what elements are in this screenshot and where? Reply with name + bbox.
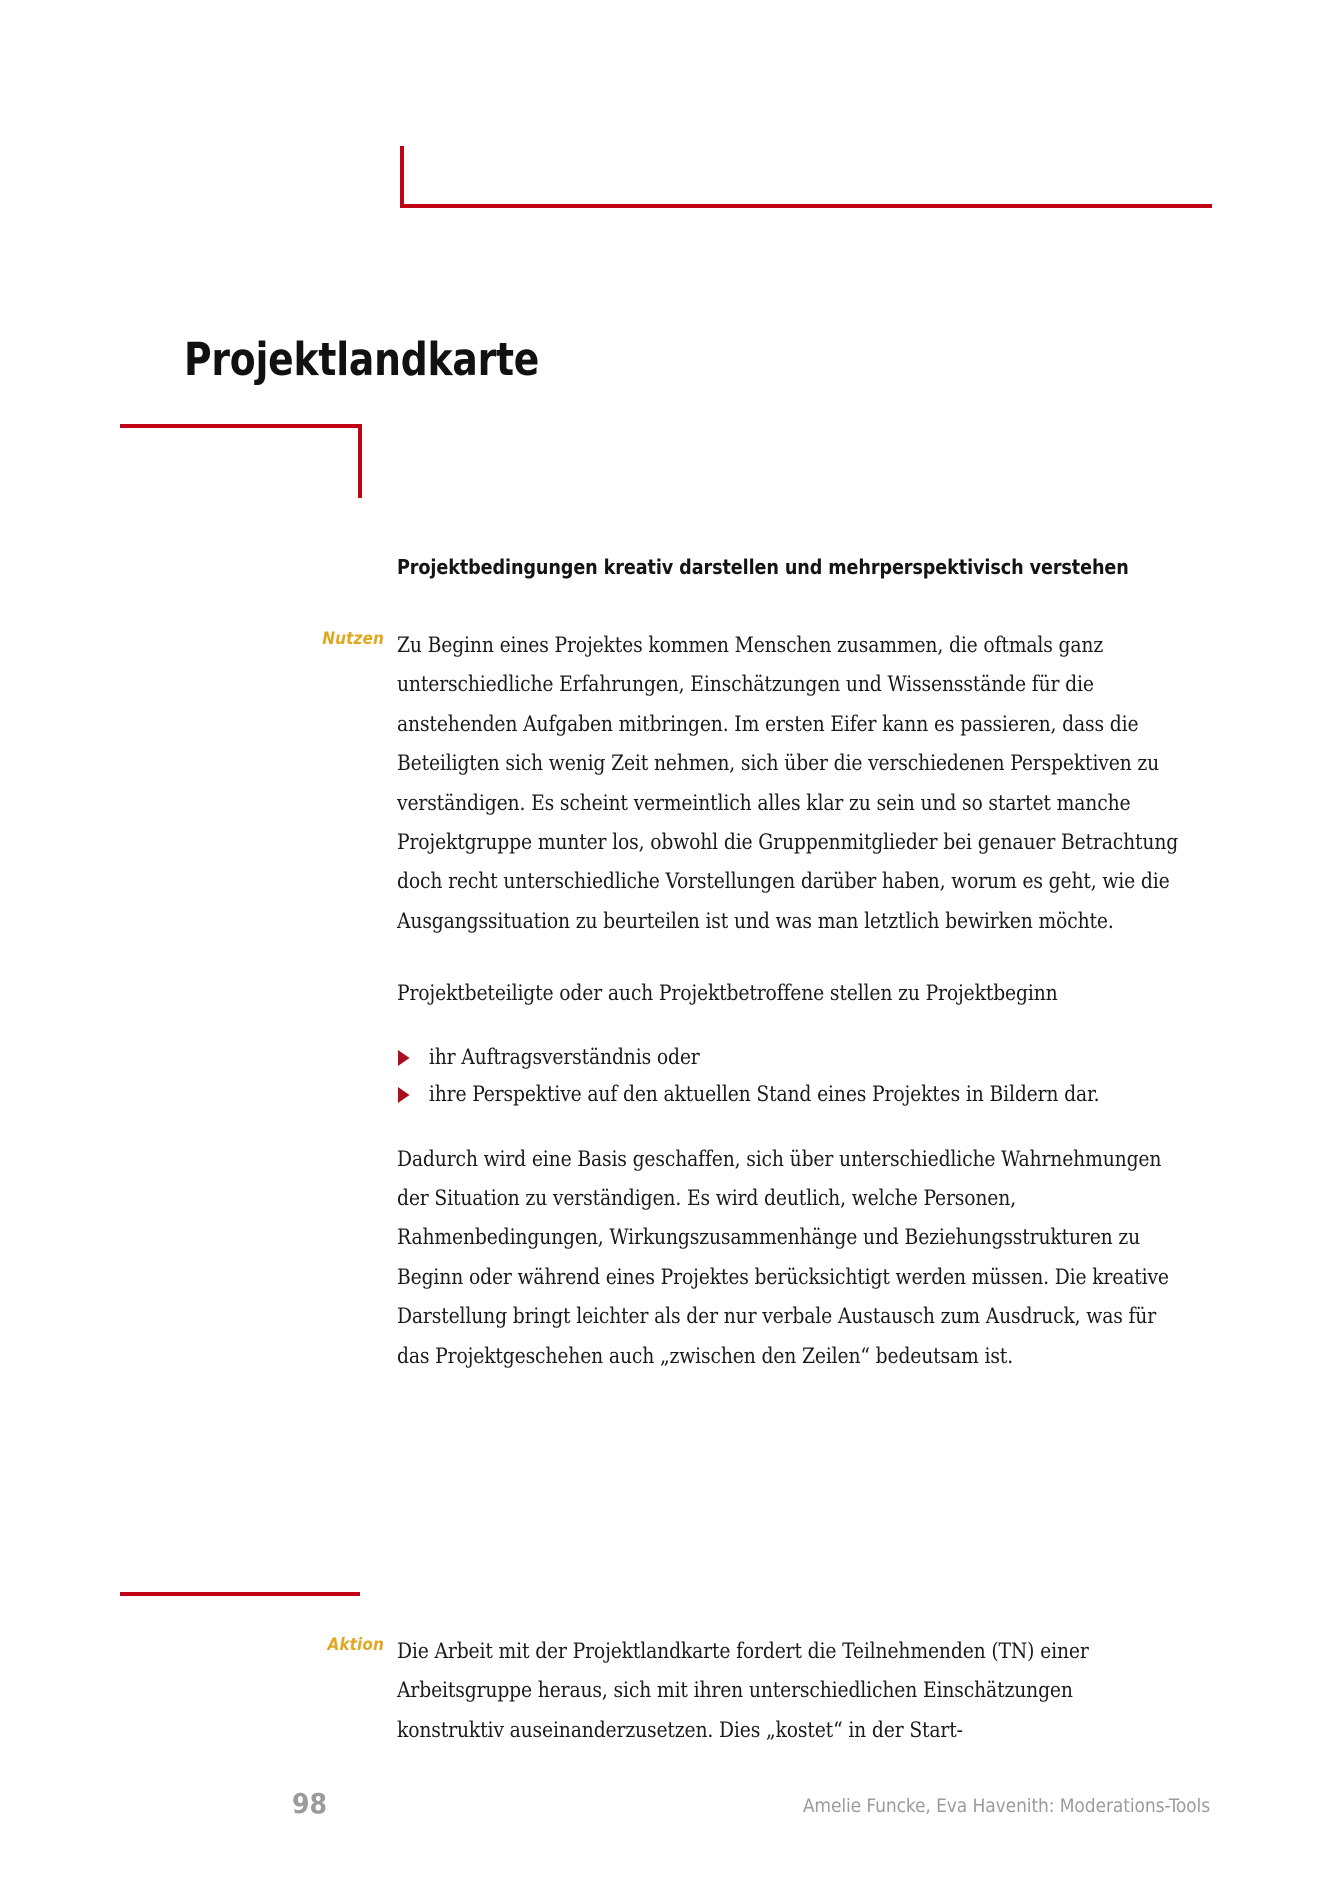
page-title: Projektlandkarte xyxy=(184,333,540,387)
section-nutzen xyxy=(322,626,1209,1376)
page-number: 98 xyxy=(292,1787,328,1820)
triangle-right-icon xyxy=(398,1087,410,1103)
paragraph: Zu Beginn eines Projektes kommen Menschen zusammen, die oftmals ganz unterschiedliche Erfahrungen, Einschätzungen und Wissensstände für die anstehenden Aufgaben mitbringen. Im ersten Eifer kann es passieren, dass die Beteiligten sich wenig Zeit nehmen, sich über die verschiedenen Perspektiven zu verständigen. Es scheint vermeintlich alles klar zu sein und so startet manche Projektgruppe munter los, obwohl die Gruppenmitglieder bei genauer Betrachtung doch recht unterschiedliche Vorstellungen darüber haben, worum es geht, wie die Ausgangssituation zu beurteilen ist und was man letztlich bewirken möchte. xyxy=(397,633,1179,934)
page-footer xyxy=(0,1787,1320,1827)
top-corner-vertical-rule xyxy=(400,146,404,208)
list-item xyxy=(397,1039,1181,1076)
bullet-list xyxy=(397,1039,1209,1113)
section-label-nutzen: Nutzen xyxy=(322,629,384,649)
title-underline-horizontal-rule xyxy=(120,424,362,428)
top-corner-horizontal-rule xyxy=(400,204,1212,208)
list-item xyxy=(397,1076,1181,1113)
footer-credit: Amelie Funcke, Eva Havenith: Moderations-Tools xyxy=(802,1795,1210,1817)
section-aktion xyxy=(327,1632,1209,1750)
list-item-label: ihr Auftragsverständnis oder xyxy=(428,1044,700,1070)
paragraph: Die Arbeit mit der Projektlandkarte fordert die Teilnehmenden (TN) einer Arbeitsgruppe heraus, sich mit ihren unterschiedlichen Einschätzungen konstruktiv auseinanderzusetzen. Dies „kostet“ in der Start- xyxy=(397,1639,1089,1743)
triangle-right-icon xyxy=(398,1050,410,1066)
paragraph: Projektbeteiligte oder auch Projektbetroffene stellen zu Projektbeginn xyxy=(397,981,1058,1007)
list-item-label: ihre Perspektive auf den aktuellen Stand eines Projektes in Bildern dar. xyxy=(428,1081,1100,1107)
aktion-divider-rule xyxy=(120,1592,360,1596)
section-subtitle: Projektbedingungen kreativ darstellen und mehrperspektivisch verstehen xyxy=(397,555,1129,579)
title-underline-vertical-rule xyxy=(358,424,362,498)
section-label-aktion: Aktion xyxy=(327,1635,384,1655)
content-column xyxy=(322,551,1209,1376)
paragraph: Dadurch wird eine Basis geschaffen, sich über unterschiedliche Wahrnehmungen der Situation zu verständigen. Es wird deutlich, welche Personen, Rahmenbedingungen, Wirkungszusammenhänge und Beziehungsstrukturen zu Beginn oder während eines Projektes berücksichtigt werden müssen. Die kreative Darstellung bringt leichter als der nur verbale Austausch zum Ausdruck, was für das Projektgeschehen auch „zwischen den Zeilen“ bedeutsam ist. xyxy=(397,1146,1169,1369)
